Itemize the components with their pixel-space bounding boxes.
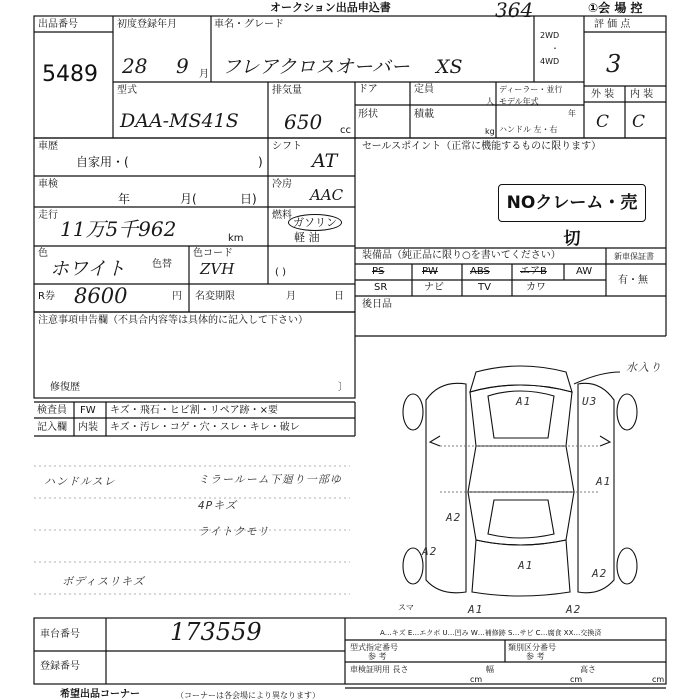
model-year-label: モデル年式	[499, 97, 539, 106]
ac-label: 冷房	[272, 179, 292, 190]
damage-mark-rear-right: A2	[592, 567, 608, 580]
type-value: DAA-MS41S	[120, 110, 239, 132]
first-reg-month: 9	[176, 54, 189, 78]
damage-mark-rear-bumper: A1	[468, 603, 484, 616]
shift-value: AT	[312, 150, 338, 172]
name-change-label: 名変期限	[195, 291, 235, 302]
interior-grade: C	[632, 112, 646, 132]
grade-name: XS	[436, 56, 463, 78]
retrofit-label: 後日品	[362, 299, 392, 310]
water-damage-note: 水入り	[626, 361, 662, 374]
first-reg-year: 28	[122, 54, 148, 78]
displacement-label: 排気量	[272, 85, 302, 96]
model-name: フレアクロスオーバー	[222, 56, 410, 78]
usage-close: )	[258, 155, 263, 169]
inspector-label: 検査員	[37, 405, 67, 416]
equipment-airbag: エアB	[520, 266, 547, 277]
lot-number-label: 出品番号	[38, 19, 78, 30]
lot-number-value: 5489	[42, 62, 98, 87]
interior-defects: キズ・汚レ・コゲ・穴・スレ・キレ・破レ	[110, 422, 300, 433]
damage-mark-left-rear: A2	[422, 545, 438, 558]
capacity-unit: 人	[486, 97, 494, 106]
name-change-day: 日	[334, 291, 344, 302]
damage-mark-roof: A1	[516, 395, 532, 408]
chassis-number-value: 173559	[170, 618, 262, 646]
note-line-2: ミラールーム下廻り一部ゆ	[198, 473, 342, 486]
damage-mark-right-side: A1	[596, 475, 612, 488]
smart-key-note: スマ	[398, 603, 414, 612]
width-label: 幅	[486, 665, 494, 674]
damage-mark-rear-bumper-right: A2	[566, 603, 582, 616]
fw-label: FW	[80, 405, 96, 416]
shift-label: シフト	[272, 141, 302, 152]
warranty-value: 有・無	[618, 275, 648, 286]
color-change-label: 色替	[152, 259, 172, 270]
type-label: 型式	[117, 85, 137, 96]
desired-corner-note: （コーナーは各会場により異なります）	[176, 691, 320, 700]
capacity-label: 定員	[414, 84, 434, 95]
model-grade-label: 車名・グレード	[214, 19, 284, 30]
inspection-label: 車検	[38, 179, 58, 190]
interior-label: 内 装	[630, 89, 654, 100]
equipment-tv: TV	[478, 282, 491, 293]
shape-label: 形状	[358, 109, 378, 120]
width-unit: cm	[570, 675, 583, 684]
fw-defects: キズ・飛石・ヒビ割・リペア跡・×要	[110, 405, 278, 416]
equipment-abs: ABS	[470, 266, 490, 277]
drive-4wd: 4WD	[540, 57, 560, 66]
type-designation-reference: 参 考	[368, 652, 387, 661]
mileage-label: 走行	[38, 210, 58, 221]
height-label: 高さ	[580, 665, 596, 674]
chassis-number-label: 車台番号	[40, 629, 80, 640]
usage-value: 自家用・(	[76, 155, 129, 169]
rating-label: 評 価 点	[594, 19, 631, 30]
damage-mark-rear: A1	[518, 559, 534, 572]
color-code-label: 色コード	[193, 248, 233, 259]
cert-length-label: 車検証明用 長さ	[350, 665, 409, 674]
door-label: ドア	[358, 84, 378, 95]
fuel-diesel: 軽 油	[294, 231, 320, 244]
repair-close: 〕	[338, 382, 348, 393]
month-unit: 月	[199, 69, 209, 80]
handle-label: ハンドル 左・右	[499, 125, 558, 134]
damage-mark-left-side: A2	[446, 511, 462, 524]
interior-check-label: 内装	[78, 422, 98, 433]
dealer-label: ディーラー・並行	[499, 85, 563, 94]
equipment-ps: PS	[372, 266, 385, 277]
no-claim-stamp: NOクレーム・売切	[498, 184, 646, 222]
model-year-unit: 年	[568, 109, 576, 118]
mileage-value: 11万5千962	[60, 217, 177, 241]
equipment-leather: カワ	[526, 282, 546, 293]
displacement-unit: cc	[340, 125, 351, 136]
desired-corner-label: 希望出品コーナー	[60, 689, 140, 700]
damage-legend: A…キズ E…エクボ U…凹み W…補修跡 S…サビ C…腐食 XX…交換済	[380, 629, 602, 637]
type-designation-label: 型式指定番号	[350, 643, 398, 652]
note-line-1: ハンドルスレ	[44, 475, 116, 488]
fuel-gasoline-circled: ガソリン	[288, 214, 342, 231]
equipment-sr: SR	[374, 282, 388, 293]
displacement-value: 650	[284, 110, 323, 134]
inspection-day: 日)	[240, 192, 257, 206]
drive-2wd: 2WD	[540, 31, 560, 40]
equipment-navi: ナビ	[424, 282, 444, 293]
registration-number-label: 登録番号	[40, 661, 80, 672]
color-label: 色	[38, 248, 48, 259]
length-unit: cm	[470, 675, 483, 684]
sales-point-label: セールスポイント（正常に機能するものに限ります）	[362, 141, 602, 152]
fuel-label: 燃料	[272, 210, 292, 221]
damage-mark-front-right: U3	[582, 395, 598, 408]
entry-label: 記入欄	[37, 422, 67, 433]
warranty-label: 新車保証書	[614, 252, 654, 261]
usage-label: 車歴	[38, 141, 58, 152]
inspection-month: 月(	[180, 192, 197, 206]
recycle-value: 8600	[74, 284, 128, 308]
equipment-label: 装備品（純正品に限り○を書いてください）	[362, 250, 561, 261]
load-unit: kg	[485, 127, 495, 136]
exterior-grade: C	[596, 112, 610, 132]
form-title-partial: オークション出品申込書	[270, 1, 391, 14]
fuel-paren: ( )	[275, 267, 286, 278]
name-change-month: 月	[286, 291, 296, 302]
category-reference: 参 考	[526, 652, 545, 661]
inspection-year: 年	[118, 192, 131, 206]
first-reg-label: 初度登録年月	[117, 19, 177, 30]
notes-label: 注意事項申告欄（不具合内容等は具体的に記入して下さい）	[38, 315, 308, 326]
note-line-4: ライトクモリ	[198, 525, 270, 538]
equipment-aw: AW	[576, 266, 593, 277]
color-value: ホワイト	[50, 258, 126, 280]
ac-value: AAC	[310, 186, 344, 204]
drive-dot: ・	[551, 44, 559, 53]
recycle-label: R券	[38, 291, 55, 302]
category-number-label: 類別区分番号	[508, 643, 556, 652]
yen-unit: 円	[172, 291, 182, 302]
repair-label: 修復歴	[50, 382, 80, 393]
rating-value: 3	[606, 50, 622, 78]
venue-copy-label: ①会 場 控	[588, 1, 643, 15]
mileage-unit: km	[228, 233, 244, 244]
note-line-3: 4Pキズ	[198, 499, 238, 512]
exterior-label: 外 装	[591, 89, 615, 100]
note-line-5: ボディスリキズ	[62, 575, 145, 588]
height-unit: cm	[652, 675, 665, 684]
load-label: 積載	[414, 109, 434, 120]
venue-handwritten-number: 364	[495, 0, 534, 22]
equipment-pw: PW	[422, 266, 438, 277]
color-code-value: ZVH	[200, 260, 235, 278]
